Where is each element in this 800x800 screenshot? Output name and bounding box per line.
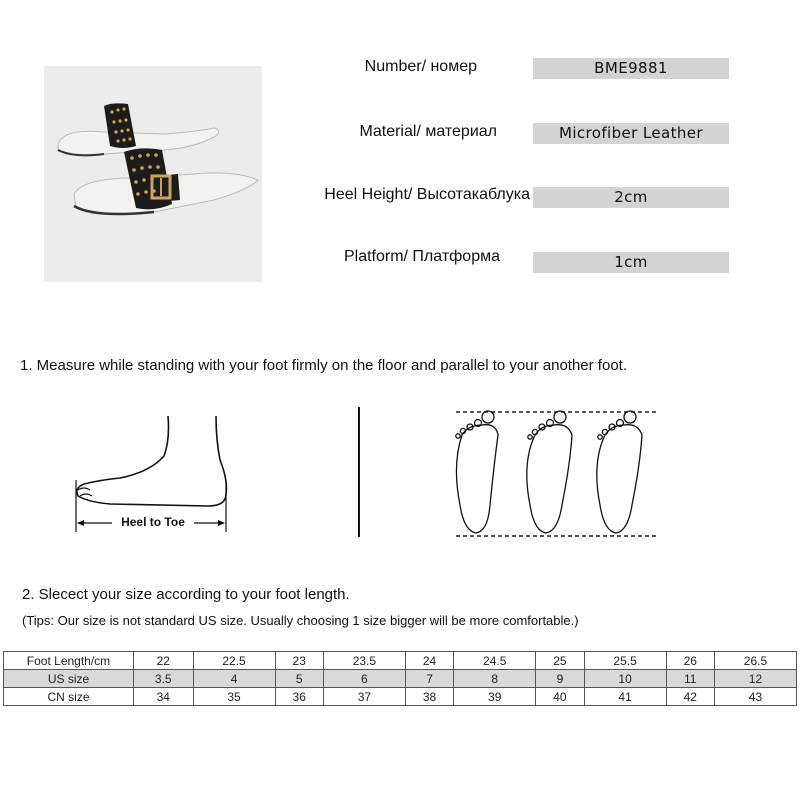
size-cell: 25 bbox=[536, 652, 584, 670]
size-cell: 35 bbox=[193, 688, 275, 706]
size-cell: 38 bbox=[405, 688, 453, 706]
spec-label-platform: Platform/ Платформа bbox=[343, 248, 500, 265]
size-cell: 37 bbox=[323, 688, 405, 706]
size-cell: 5 bbox=[275, 670, 323, 688]
size-cell: 4 bbox=[193, 670, 275, 688]
size-table bbox=[3, 651, 797, 706]
size-cell: 42 bbox=[666, 688, 714, 706]
size-row-label: Foot Length/cm bbox=[4, 652, 134, 670]
size-cell: 9 bbox=[536, 670, 584, 688]
size-cell: 26.5 bbox=[714, 652, 796, 670]
spec-value-number: BME9881 bbox=[533, 58, 729, 79]
size-cell: 23.5 bbox=[323, 652, 405, 670]
tips-note: (Tips: Our size is not standard US size. Usually choosing 1 size bigger will be more comfortable.) bbox=[22, 613, 579, 628]
size-cell: 39 bbox=[454, 688, 536, 706]
size-row-label: CN size bbox=[4, 688, 134, 706]
size-cell: 36 bbox=[275, 688, 323, 706]
size-cell: 8 bbox=[454, 670, 536, 688]
size-cell: 7 bbox=[405, 670, 453, 688]
foot-top-illustration bbox=[430, 405, 670, 545]
size-cell: 12 bbox=[714, 670, 796, 688]
size-cell: 25.5 bbox=[584, 652, 666, 670]
size-cell: 24 bbox=[405, 652, 453, 670]
size-cell: 43 bbox=[714, 688, 796, 706]
size-cell: 40 bbox=[536, 688, 584, 706]
spec-label-heel-height: Heel Height/ Высотакаблука bbox=[324, 186, 530, 203]
spec-label-number: Number/ номер bbox=[364, 58, 477, 75]
step-1-instruction: 1. Measure while standing with your foot firmly on the floor and parallel to your another foot. bbox=[20, 357, 627, 374]
size-cell: 22 bbox=[134, 652, 194, 670]
size-cell: 6 bbox=[323, 670, 405, 688]
size-cell: 11 bbox=[666, 670, 714, 688]
size-cell: 24.5 bbox=[454, 652, 536, 670]
size-table-row bbox=[4, 670, 797, 688]
size-cell: 34 bbox=[134, 688, 194, 706]
size-cell: 22.5 bbox=[193, 652, 275, 670]
spec-value-material: Microfiber Leather bbox=[533, 123, 729, 144]
spec-value-heel-height: 2cm bbox=[533, 187, 729, 208]
size-cell: 10 bbox=[584, 670, 666, 688]
size-row-label: US size bbox=[4, 670, 134, 688]
size-cell: 26 bbox=[666, 652, 714, 670]
size-cell: 41 bbox=[584, 688, 666, 706]
step-2-instruction: 2. Slecect your size according to your foot length. bbox=[22, 586, 350, 603]
illustration-divider bbox=[358, 407, 360, 537]
size-table-row bbox=[4, 652, 797, 670]
heel-to-toe-label: Heel to Toe bbox=[121, 515, 185, 529]
size-table-row bbox=[4, 688, 797, 706]
size-cell: 23 bbox=[275, 652, 323, 670]
spec-label-material: Material/ материал bbox=[359, 123, 497, 140]
spec-value-platform: 1cm bbox=[533, 252, 729, 273]
size-cell: 3.5 bbox=[134, 670, 194, 688]
